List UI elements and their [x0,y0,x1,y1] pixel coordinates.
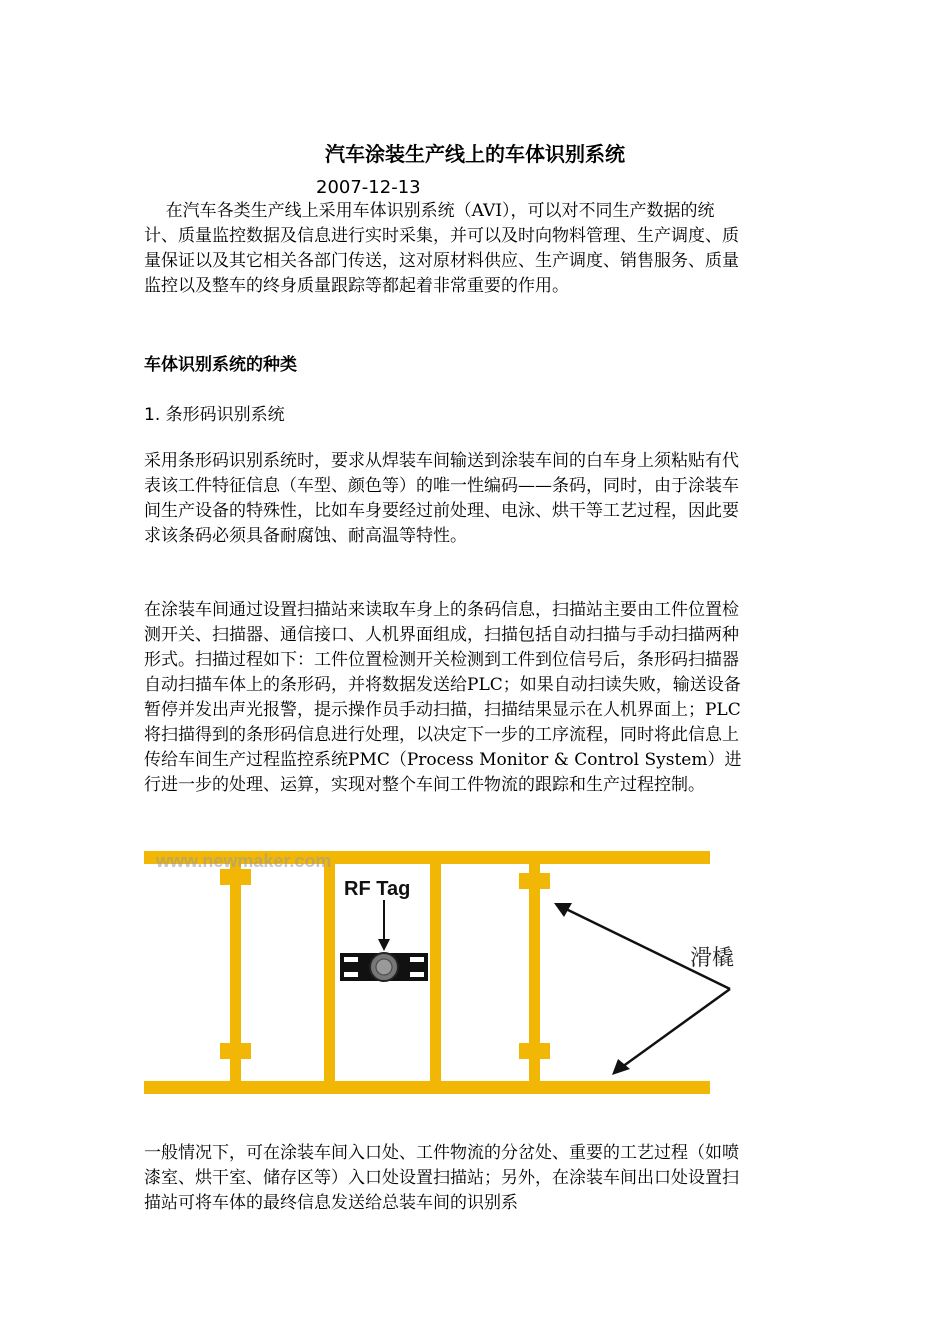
bottom-rail [144,1081,710,1094]
intro-paragraph: 在汽车各类生产线上采用车体识别系统（AVI），可以对不同生产数据的统计、质量监控数据及信息进行实时采集，并可以及时向物料管理、生产调度、质量保证以及其它相关各部门传送，这对原材料供应、生产调度、销售服务、质量监控以及整车的终身质量跟踪等都起着非常重要的作用。 [144,201,739,296]
publish-date: 2007-12-13 [316,177,421,198]
post-3 [430,864,441,1081]
clamp [220,869,251,885]
rf-tag-label: RF Tag [344,878,411,900]
section-heading: 车体识别系统的种类 [144,355,297,375]
barcode-paragraph: 采用条形码识别系统时，要求从焊装车间输送到涂装车间的白车身上须粘贴有代表该工件特征信息（车型、颜色等）的唯一性编码——条码，同时，由于涂装车间生产设备的特殊性，比如车身要经过前处理、电泳、烘干等工艺过程，因此要求该条码必须具备耐腐蚀、耐高温等特性。 [144,451,739,546]
skid-rf-tag-figure [144,843,744,1105]
subsection-heading [144,400,285,425]
scan-station-paragraph: 在涂装车间通过设置扫描站来读取车身上的条码信息，扫描站主要由工件位置检测开关、扫描器、通信接口、人机界面组成，扫描包括自动扫描与手动扫描两种形式。扫描过程如下：工件位置检测开关检测到工件到位信号后，条形码扫描器自动扫描车体上的条形码，并将数据发送给PLC；如果自动扫读失败，输送设备暂停并发出声光报警，提示操作员手动扫描，扫描结果显示在人机界面上；PLC将扫描得到的条形码信息进行处理，以决定下一步的工序流程，同时将此信息上传给车间生产过程监控系统PMC（Process Monitor & Control System）进行进一步的处理、运算，实现对整个车间工件物流的跟踪和生产过程控制。 [144,600,742,795]
clamp [519,1043,550,1059]
clamp [220,1043,251,1059]
page-title: 汽车涂装生产线上的车体识别系统 [325,142,625,166]
post-2 [324,864,335,1081]
watermark: www.newmaker.com [156,851,332,871]
scan-station-location-paragraph: 一般情况下，可在涂装车间入口处、工件物流的分岔处、重要的工艺过程（如喷漆室、烘干室、储存区等）入口处设置扫描站；另外，在涂装车间出口处设置扫描站可将车体的最终信息发送给总装车间的识别系 [144,1143,739,1213]
skid-label: 滑橇 [690,946,735,971]
subsection-label: 条形码识别系统 [165,405,285,425]
subsection-number: 1. [144,405,161,425]
clamp [519,873,550,889]
skid-diagram [144,843,744,1105]
